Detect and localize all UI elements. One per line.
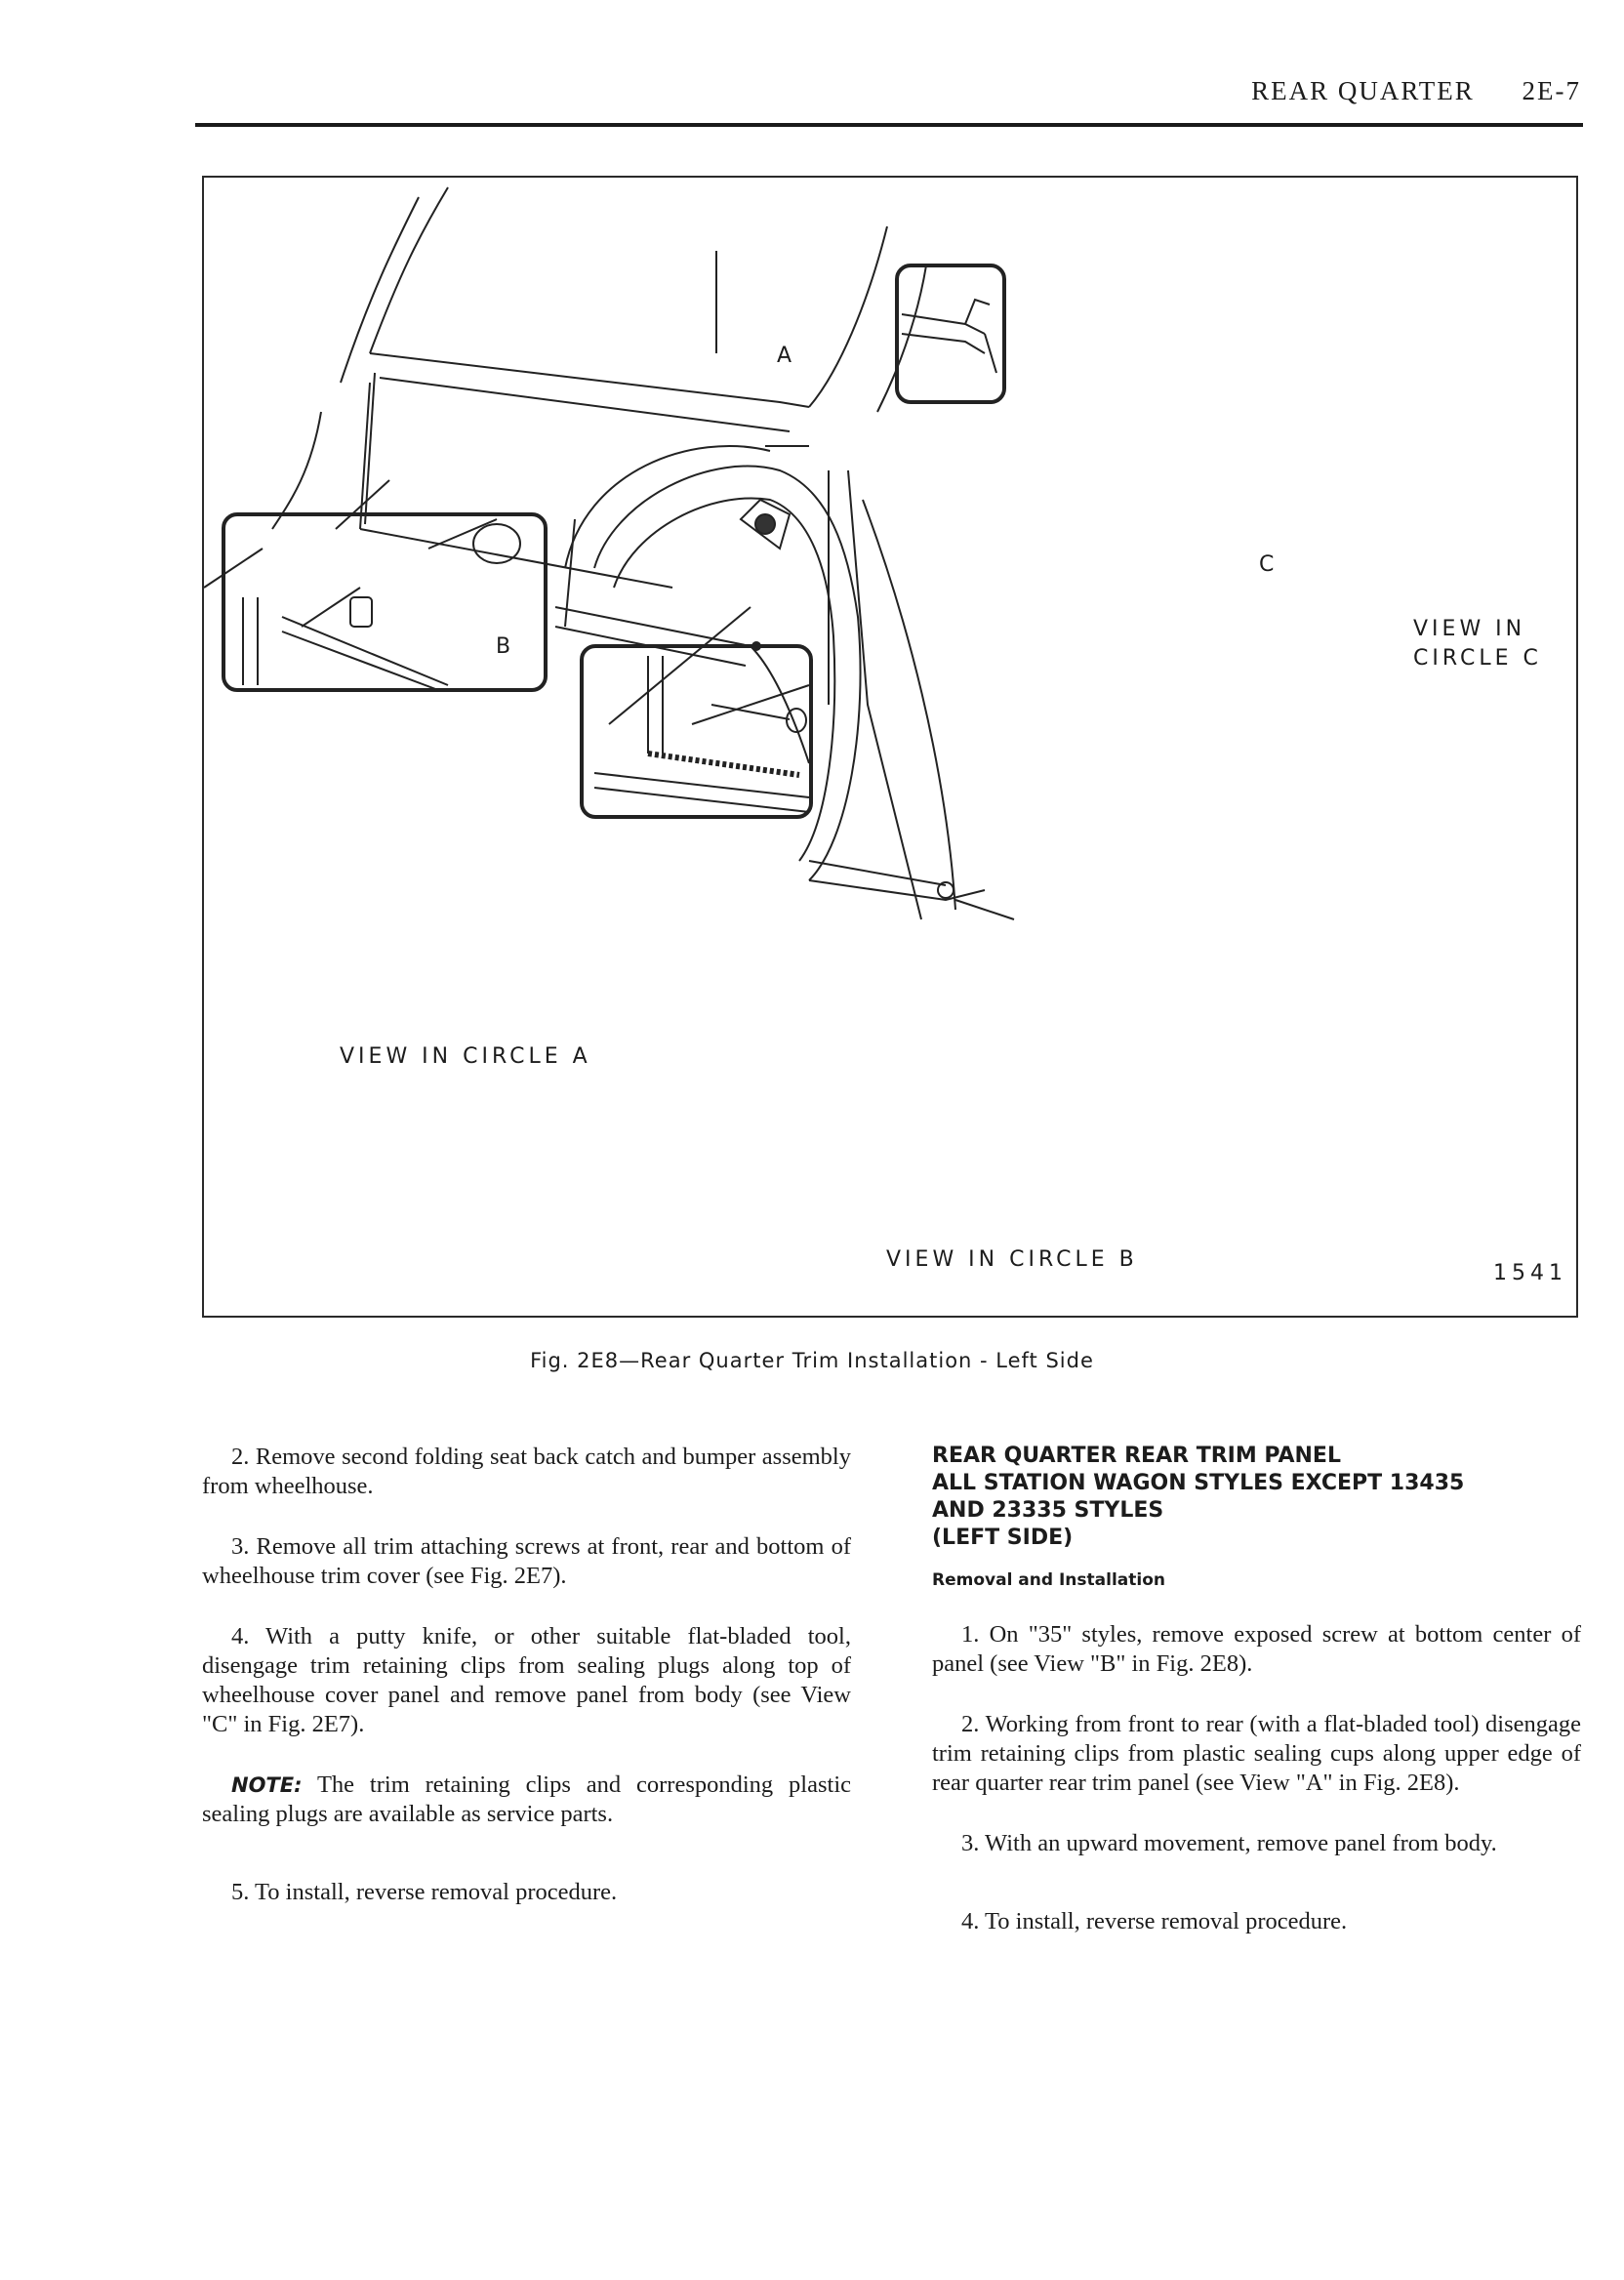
header-title: REAR QUARTER [1251,76,1475,105]
right-step-3: 3. With an upward movement, remove panel from body. [961,1830,1497,1856]
view-in-circle-a-caption: VIEW IN CIRCLE A [340,1044,591,1069]
running-header [195,76,1581,106]
right-step-2: 2. Working from front to rear (with a flat-bladed tool) disengage trim retaining clips from plastic sealing cups along upper edge of rear quarter rear trim panel (see View "A" in Fig. 2E8). [932,1711,1581,1796]
left-step-2: 2. Remove second folding seat back catch and bumper assembly from wheelhouse. [202,1444,851,1499]
note-label: NOTE: [231,1773,303,1797]
plate-number: 1541 [1493,1261,1567,1285]
section-heading-line3: AND 23335 STYLES [932,1498,1164,1523]
right-step-4: 4. To install, reverse removal procedure. [961,1908,1348,1934]
right-step-1: 1. On "35" styles, remove exposed screw at bottom center of panel (see View "B" in Fig. 2E8). [932,1621,1581,1677]
section-heading-line2: ALL STATION WAGON STYLES EXCEPT 13435 [932,1471,1465,1495]
callout-label-c: C [1259,552,1275,577]
view-in-circle-c-caption-line1: VIEW IN [1413,617,1526,641]
right-column [932,1443,1581,1968]
section-subheading: Removal and Installation [932,1570,1165,1590]
left-step-4: 4. With a putty knife, or other suitable flat-bladed tool, disengage trim retaining clips from sealing plugs along top of wheelhouse cover panel and remove panel from body (see View "C" in Fig. 2E7). [202,1623,851,1737]
section-heading [932,1443,1581,1552]
callout-label-a: A [777,344,792,368]
header-rule [195,123,1583,127]
rear-quarter-trim-illustration [204,178,1580,1320]
view-in-circle-c-caption-line2: CIRCLE C [1413,646,1542,671]
section-heading-line4: (LEFT SIDE) [932,1526,1074,1550]
note-text: The trim retaining clips and corresponding plastic sealing plugs are available as service parts. [202,1771,851,1827]
figure-caption: Fig. 2E8—Rear Quarter Trim Installation - Left Side [530,1349,1094,1372]
left-step-3: 3. Remove all trim attaching screws at front, rear and bottom of wheelhouse trim cover (see Fig. 2E7). [202,1533,851,1589]
note-paragraph [202,1771,851,1829]
left-column [202,1443,851,1938]
section-heading-line1: REAR QUARTER REAR TRIM PANEL [932,1444,1341,1468]
page-number: 2E-7 [1522,76,1581,105]
left-step-5: 5. To install, reverse removal procedure. [231,1879,618,1905]
view-in-circle-b-caption: VIEW IN CIRCLE B [886,1247,1138,1272]
callout-label-b: B [496,634,511,659]
figure-frame [202,176,1578,1318]
